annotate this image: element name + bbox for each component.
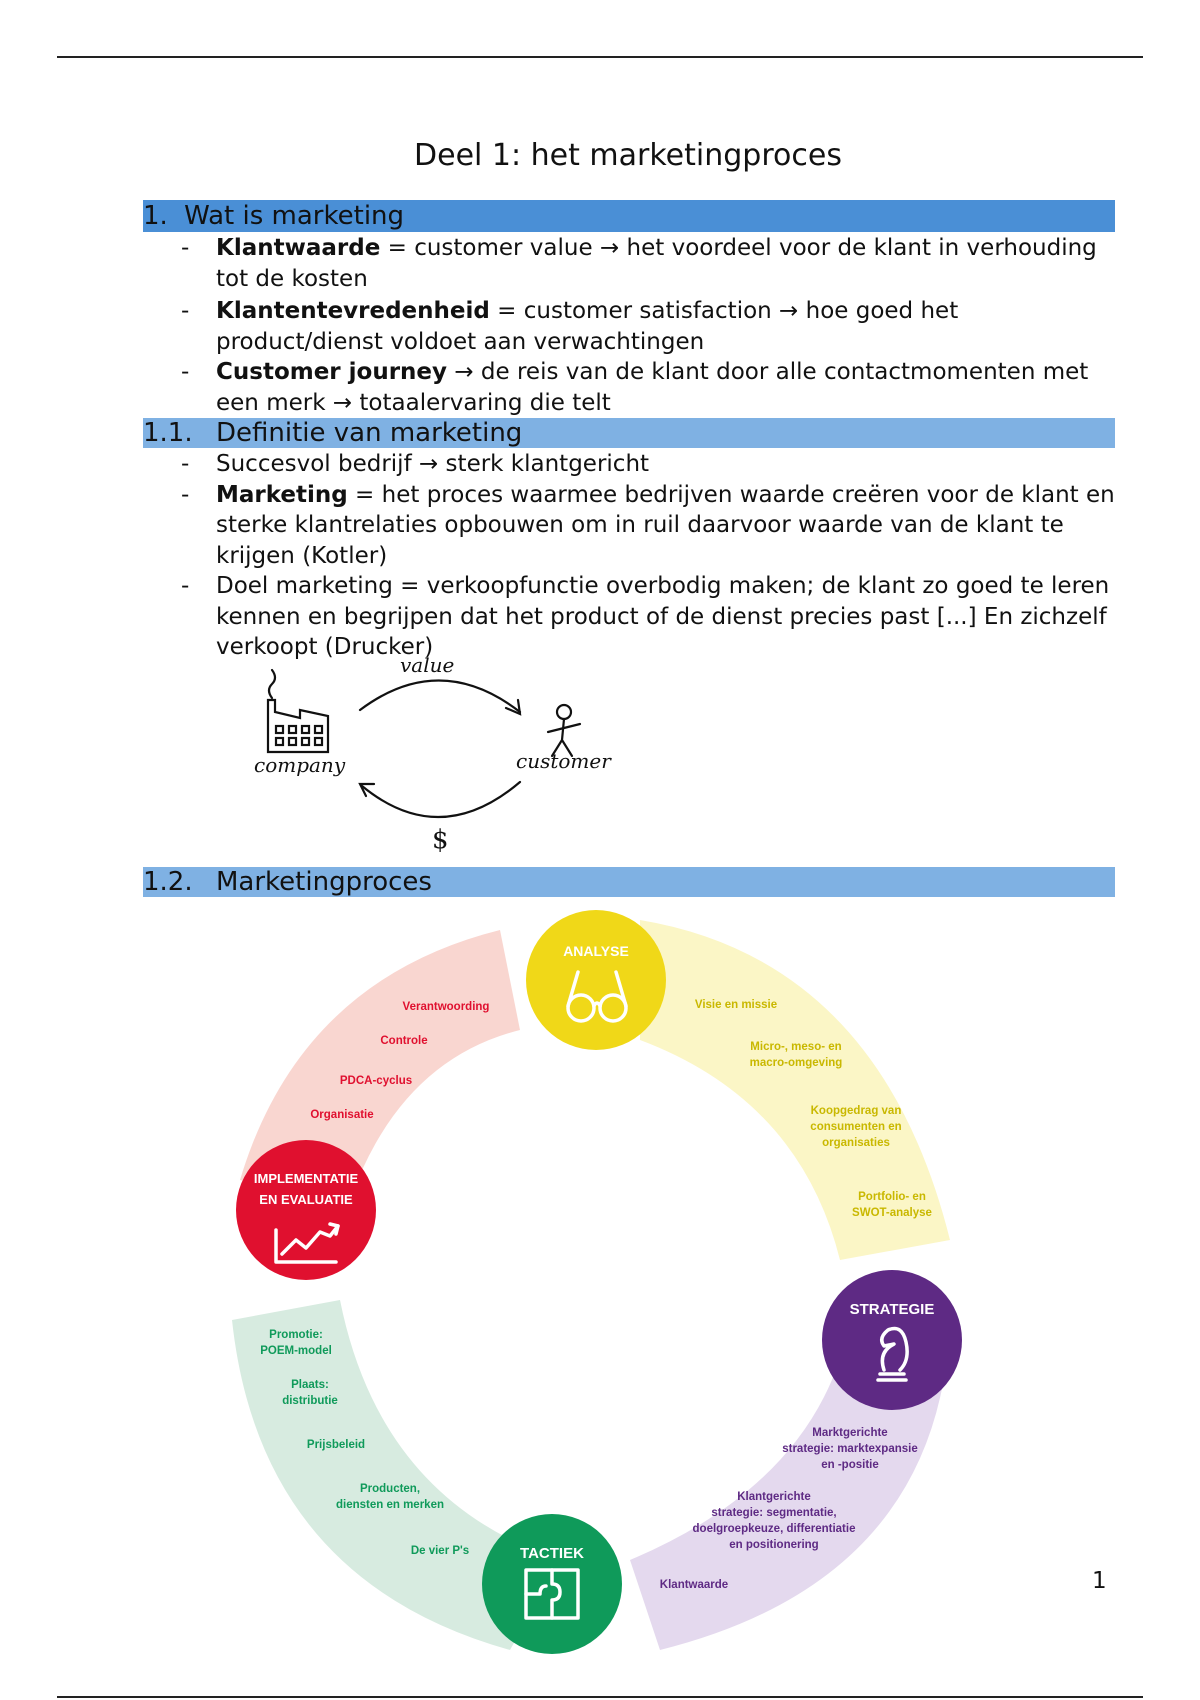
list-item: - Doel marketing = verkoopfunctie overbodig maken; de klant zo goed te leren kennen en begrijpen dat het product of de dienst precies past [...] En zichzelf verkoopt (Drucker) bbox=[181, 573, 1110, 660]
implementatie-item: PDCA-cyclus bbox=[339, 1075, 413, 1087]
dollar-label: $ bbox=[432, 825, 449, 855]
implementatie-circle bbox=[236, 1140, 376, 1280]
strategie-label: STRATEGIE bbox=[849, 1301, 935, 1318]
implementatie-label-1: IMPLEMENTATIE bbox=[253, 1171, 359, 1186]
tactiek-item: Prijsbeleid bbox=[306, 1439, 366, 1451]
implementatie-label-2: EN EVALUATIE bbox=[259, 1192, 353, 1207]
implementatie-item: Controle bbox=[380, 1035, 428, 1047]
tactiek-item: Producten, bbox=[359, 1483, 421, 1495]
heading-text: Marketingproces bbox=[216, 867, 432, 897]
page-title: Deel 1: het marketingproces bbox=[414, 138, 842, 173]
analyse-item: macro-omgeving bbox=[749, 1057, 843, 1069]
analyse-item: Portfolio- en bbox=[858, 1191, 926, 1203]
analyse-item: consumenten en bbox=[810, 1121, 902, 1133]
list-item: - Customer journey → de reis van de klant door alle contactmomenten met een merk → totaalervaring die telt bbox=[181, 359, 1089, 416]
list-item: - Succesvol bedrijf → sterk klantgericht bbox=[181, 451, 650, 477]
analyse-circle bbox=[526, 910, 666, 1050]
strategie-item: en -positie bbox=[821, 1459, 879, 1471]
strategie-circle bbox=[822, 1270, 962, 1410]
analyse-item: organisaties bbox=[822, 1137, 890, 1149]
tactiek-item: De vier P's bbox=[410, 1545, 470, 1557]
strategie-item: doelgroepkeuze, differentiatie bbox=[692, 1523, 856, 1535]
customer-label: customer bbox=[516, 749, 611, 773]
strategie-item: en positionering bbox=[729, 1539, 819, 1551]
implementatie-item: Organisatie bbox=[310, 1109, 374, 1121]
heading-number: 1.2. bbox=[143, 867, 193, 897]
tactiek-item: distributie bbox=[282, 1395, 338, 1407]
heading-number: 1. bbox=[143, 201, 168, 231]
strategie-item: strategie: segmentatie, bbox=[711, 1507, 837, 1519]
analyse-item: Koopgedrag van bbox=[810, 1105, 902, 1117]
analyse-item: SWOT-analyse bbox=[852, 1207, 932, 1219]
heading-number: 1.1. bbox=[143, 418, 193, 448]
tactiek-item: POEM-model bbox=[260, 1345, 332, 1357]
company-label: company bbox=[254, 753, 346, 777]
heading-text: Definitie van marketing bbox=[216, 418, 523, 448]
strategie-item: Klantwaarde bbox=[659, 1579, 729, 1591]
value-label: value bbox=[400, 653, 455, 677]
list-item: - Marketing = het proces waarmee bedrijven waarde creëren voor de klant en sterke klantrelaties opbouwen om in ruil daarvoor waarde van de klant te krijgen (Kotler) bbox=[181, 481, 1115, 569]
tactiek-item: Plaats: bbox=[291, 1379, 329, 1391]
strategie-item: strategie: marktexpansie bbox=[782, 1443, 918, 1455]
analyse-label: ANALYSE bbox=[563, 943, 629, 959]
implementatie-item: Verantwoording bbox=[402, 1001, 490, 1013]
heading-text: Wat is marketing bbox=[184, 201, 405, 231]
tactiek-label: TACTIEK bbox=[520, 1545, 584, 1562]
tactiek-item: diensten en merken bbox=[335, 1499, 445, 1511]
analyse-item: Visie en missie bbox=[694, 999, 778, 1011]
page-number: 1 bbox=[1092, 1568, 1107, 1594]
tactiek-item: Promotie: bbox=[269, 1329, 323, 1341]
list-item: - Klantwaarde = customer value → het voordeel voor de klant in verhouding tot de kosten bbox=[181, 235, 1097, 292]
strategie-item: Marktgerichte bbox=[812, 1427, 888, 1439]
strategie-item: Klantgerichte bbox=[737, 1491, 811, 1503]
analyse-item: Micro-, meso- en bbox=[750, 1041, 842, 1053]
list-item: - Klantentevredenheid = customer satisfaction → hoe goed het product/dienst voldoet aan verwachtingen bbox=[181, 298, 959, 355]
